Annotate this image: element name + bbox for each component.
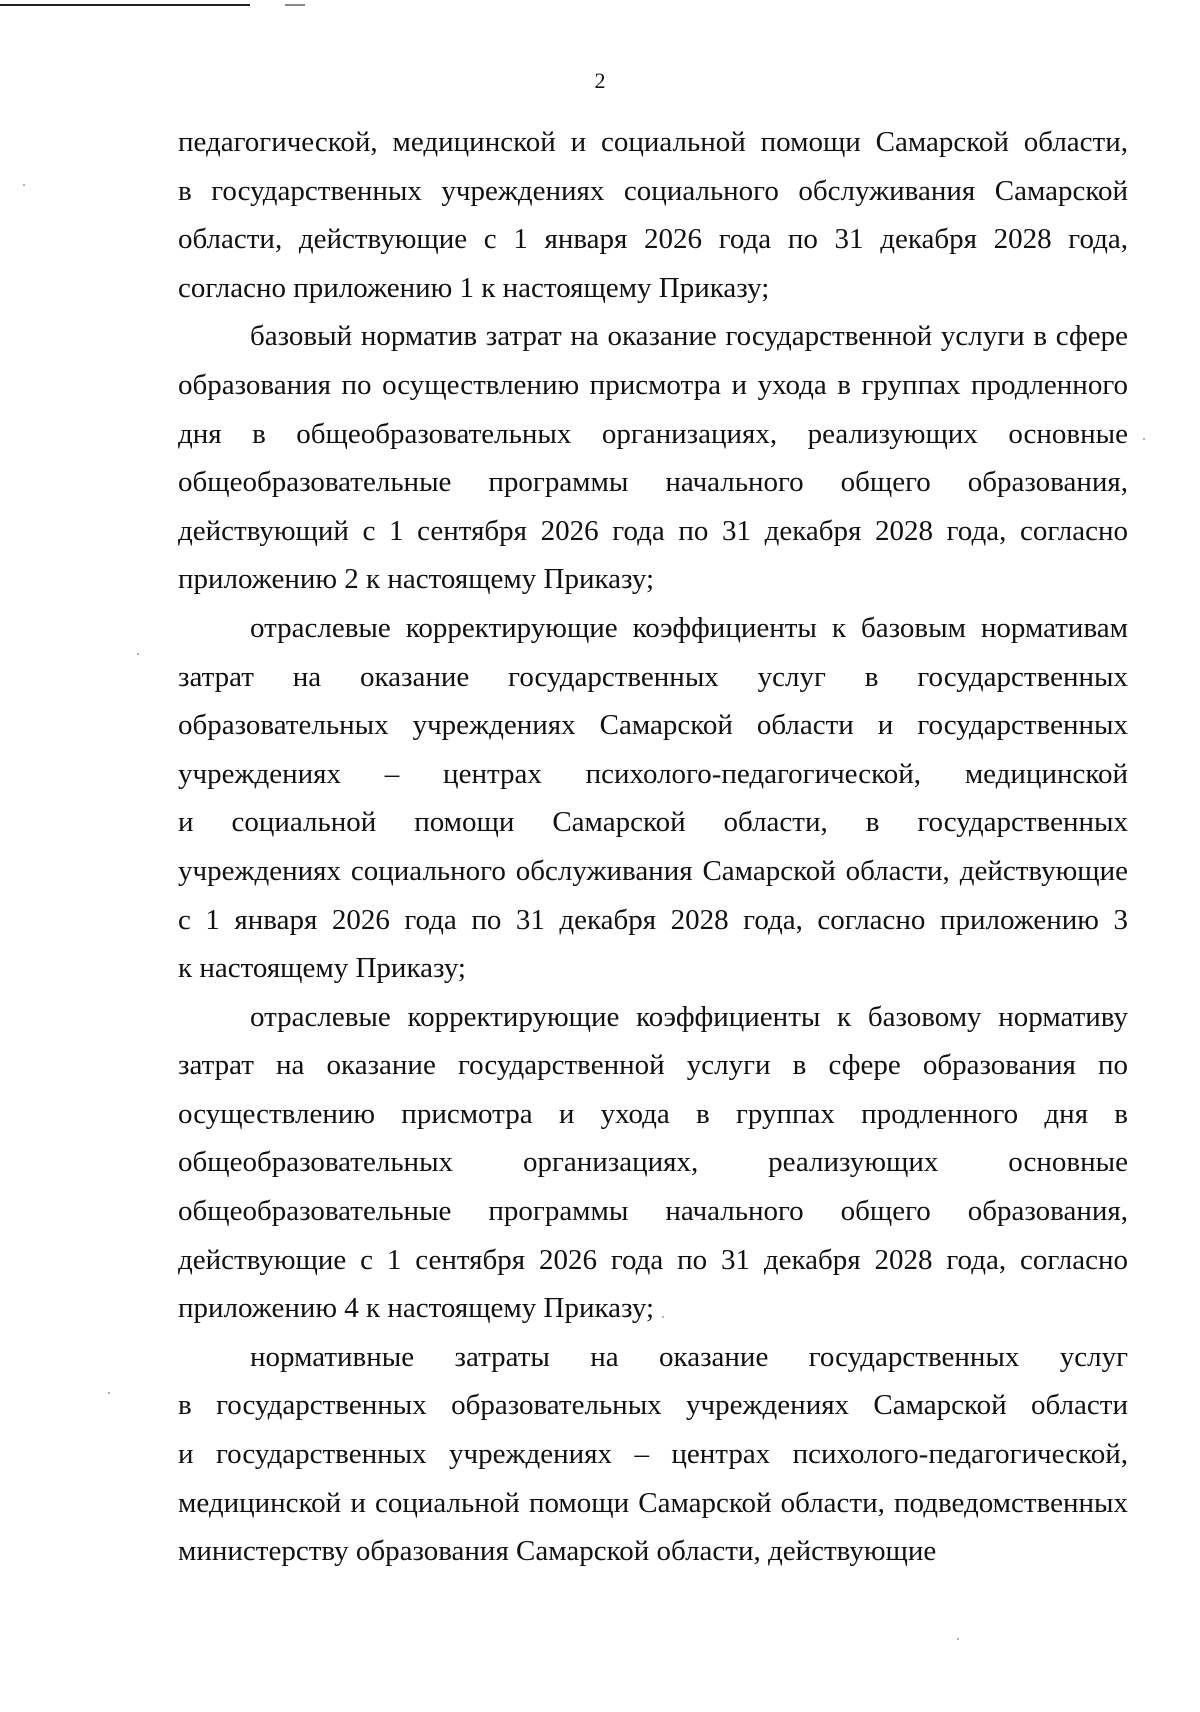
text-line: министерству образования Самарской области, действующие bbox=[178, 1535, 937, 1568]
text-line: с 1 января 2026 года по 31 декабря 2028 года, согласно приложению 3 bbox=[178, 903, 1128, 936]
scan-edge-mark bbox=[285, 4, 305, 6]
scan-speck bbox=[1143, 438, 1145, 440]
text-line: учреждениях – центрах психолого-педагогической, медицинской bbox=[178, 757, 1128, 790]
text-line: педагогической, медицинской и социальной помощи Самарской области, bbox=[178, 126, 1128, 158]
paragraph bbox=[178, 993, 1128, 1333]
text-line: затрат на оказание государственных услуг в государственных bbox=[178, 660, 1128, 693]
scan-speck bbox=[137, 653, 139, 655]
text-line: и государственных учреждениях – центрах психолого-педагогической, bbox=[178, 1438, 1128, 1471]
text-line: и социальной помощи Самарской области, в государственных bbox=[178, 806, 1128, 839]
text-line: базовый норматив затрат на оказание государственной услуги в сфере bbox=[250, 320, 1128, 353]
text-line: общеобразовательные программы начального общего образования, bbox=[178, 466, 1128, 499]
scan-speck bbox=[23, 184, 25, 186]
text-line: учреждениях социального обслуживания Самарской области, действующие bbox=[178, 854, 1128, 887]
text-line: нормативные затраты на оказание государственных услуг bbox=[250, 1340, 1128, 1373]
text-line: общеобразовательные программы начального общего образования, bbox=[178, 1195, 1128, 1228]
text-line: затрат на оказание государственной услуги в сфере образования по bbox=[178, 1049, 1128, 1082]
paragraph bbox=[178, 604, 1128, 993]
text-line: в государственных учреждениях социального обслуживания Самарской bbox=[178, 174, 1128, 207]
text-line: приложению 4 к настоящему Приказу; bbox=[178, 1292, 655, 1325]
scan-speck bbox=[957, 1638, 959, 1640]
text-line: области, действующие с 1 января 2026 года по 31 декабря 2028 года, bbox=[178, 223, 1128, 256]
document-body bbox=[178, 118, 1128, 1576]
text-line: медицинской и социальной помощи Самарской области, подведомственных bbox=[178, 1486, 1128, 1519]
paragraph bbox=[178, 1333, 1128, 1576]
page-number: 2 bbox=[594, 68, 606, 93]
text-line: образования по осуществлению присмотра и ухода в группах продленного bbox=[178, 368, 1128, 401]
text-line: согласно приложению 1 к настоящему Приказу; bbox=[178, 271, 770, 304]
text-line: отраслевые корректирующие коэффициенты к базовому нормативу bbox=[250, 1000, 1128, 1033]
text-line: действующий с 1 сентября 2026 года по 31 декабря 2028 года, согласно bbox=[178, 514, 1128, 547]
scan-edge-mark bbox=[0, 4, 250, 6]
text-line: дня в общеобразовательных организациях, реализующих основные bbox=[178, 417, 1128, 450]
scan-speck bbox=[108, 1392, 110, 1394]
text-line: осуществлению присмотра и ухода в группах продленного дня в bbox=[178, 1097, 1128, 1130]
text-line: отраслевые корректирующие коэффициенты к базовым нормативам bbox=[250, 611, 1128, 644]
paragraph bbox=[178, 312, 1128, 604]
paragraph bbox=[178, 118, 1128, 312]
text-line: общеобразовательных организациях, реализующих основные bbox=[178, 1146, 1128, 1179]
text-line: в государственных образовательных учреждениях Самарской области bbox=[178, 1389, 1128, 1422]
text-line: действующие с 1 сентября 2026 года по 31 декабря 2028 года, согласно bbox=[178, 1243, 1128, 1276]
text-line: приложению 2 к настоящему Приказу; bbox=[178, 563, 655, 596]
text-line: к настоящему Приказу; bbox=[178, 952, 466, 985]
scan-speck bbox=[662, 1316, 664, 1318]
text-line: образовательных учреждениях Самарской области и государственных bbox=[178, 709, 1128, 742]
